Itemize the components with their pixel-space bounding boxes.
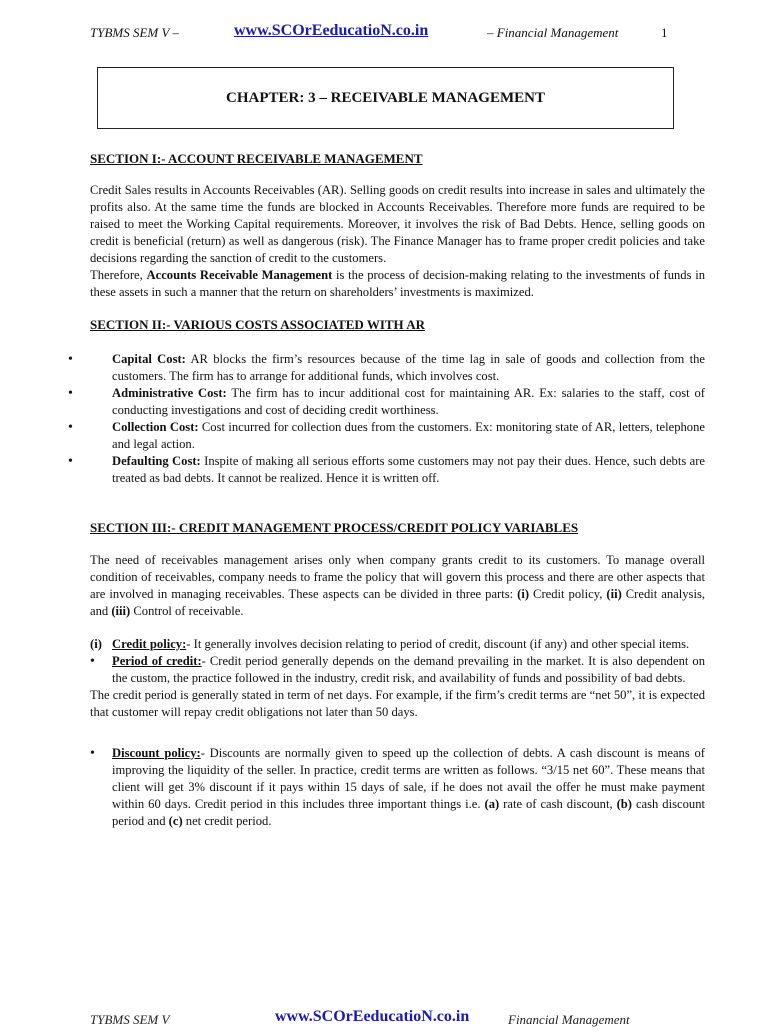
list-item: • Collection Cost: Cost incurred for collection dues from the customers. Ex: monitoring state of AR, letters, telephone and legal action. — [90, 419, 705, 453]
list-item: • Administrative Cost: The firm has to incur additional cost for maintaining AR. Ex: salaries to the staff, cost of conducting investigations and cost of deciding credit worthiness. — [90, 385, 705, 419]
footer-site-link[interactable]: www.SCOrEeducatioN.co.in — [275, 1008, 470, 1025]
credit-policy-item: (i) Credit policy:- It generally involves decision relating to period of credit, discount (if any) and other special items. — [90, 637, 690, 651]
footer-course: TYBMS SEM V — [90, 1012, 170, 1027]
section1-paragraph-2: Therefore, Accounts Receivable Management is the process of decision-making relating to the investments of funds in these assets in such a manner that the return on shareholders’ investments is maximized. — [90, 268, 705, 299]
header-site-link[interactable]: www.SCOrEeducatioN.co.in — [234, 22, 429, 39]
footer-subject: Financial Management — [508, 1012, 630, 1027]
section3-heading: SECTION III:- CREDIT MANAGEMENT PROCESS/CREDIT POLICY VARIABLES — [90, 520, 579, 535]
section1-paragraph: Credit Sales results in Accounts Receivables (AR). Selling goods on credit results into increase in sales and ultimately the profits also. At the same time the funds are blocked in Accounts Receivables. Therefore more funds are required to be raised to meet the Working Capital requirements. Moreover, it involves the risk of Bad Debts. Hence, selling goods on credit is beneficial (return) as well as dangerous (risk). The Finance Manager has to frame proper credit policies and take decisions regarding the sanction of credit to the customers. — [90, 183, 705, 265]
list-item: • Discount policy:- Discounts are normally given to speed up the collection of debts. A cash discount is means of improving the liquidity of the seller. In practice, credit terms are written as follows. “3/15 net 60”. These means that client will get 3% discount if it pays within 15 days of sale, if he does not avail the offer he must make payment within 60 days. Credit period in this includes three important things i.e. (a) rate of cash discount, (b) cash discount period and (c) net credit period. — [90, 745, 705, 830]
section1-heading: SECTION I:- ACCOUNT RECEIVABLE MANAGEMENT — [90, 151, 423, 166]
discount-policy-list — [90, 745, 705, 830]
document-body — [90, 150, 705, 830]
list-item: • Capital Cost: AR blocks the firm’s resources because of the time lag in sale of goods and collection from the customers. The firm has to arrange for additional funds, which involves cost. — [90, 351, 705, 385]
page-header — [0, 22, 768, 44]
chapter-title-box — [97, 67, 674, 129]
cost-list — [90, 351, 705, 487]
page-footer — [0, 1008, 768, 1032]
header-course: TYBMS SEM V – — [90, 25, 179, 40]
period-of-credit-list — [90, 653, 705, 687]
page-number: 1 — [661, 25, 668, 40]
header-subject: – Financial Management — [487, 25, 619, 40]
section3-intro: The need of receivables management arises only when company grants credit to its customers. To manage overall condition of receivables, company needs to frame the policy that will govern this process and there are other aspects that are involved in managing receivables. These aspects can be divided in three parts: (i) Credit policy, (ii) Credit analysis, and (iii) Control of receivable. — [90, 553, 705, 618]
chapter-title: CHAPTER: 3 – RECEIVABLE MANAGEMENT — [226, 89, 545, 106]
list-item: • Period of credit:- Credit period generally depends on the demand prevailing in the market. It is also dependent on the custom, the practice followed in the industry, credit risk, and availability of funds and possibility of bad debts. — [90, 653, 705, 687]
credit-period-note: The credit period is generally stated in term of net days. For example, if the firm’s credit terms are “net 50”, it is expected that customer will repay credit obligations not later than 50 days. — [90, 688, 705, 719]
section2-heading: SECTION II:- VARIOUS COSTS ASSOCIATED WITH AR — [90, 317, 425, 332]
list-item: • Defaulting Cost: Inspite of making all serious efforts some customers may not pay their dues. Hence, such debts are treated as bad debts. It cannot be realized. Hence it is written off. — [90, 453, 705, 487]
